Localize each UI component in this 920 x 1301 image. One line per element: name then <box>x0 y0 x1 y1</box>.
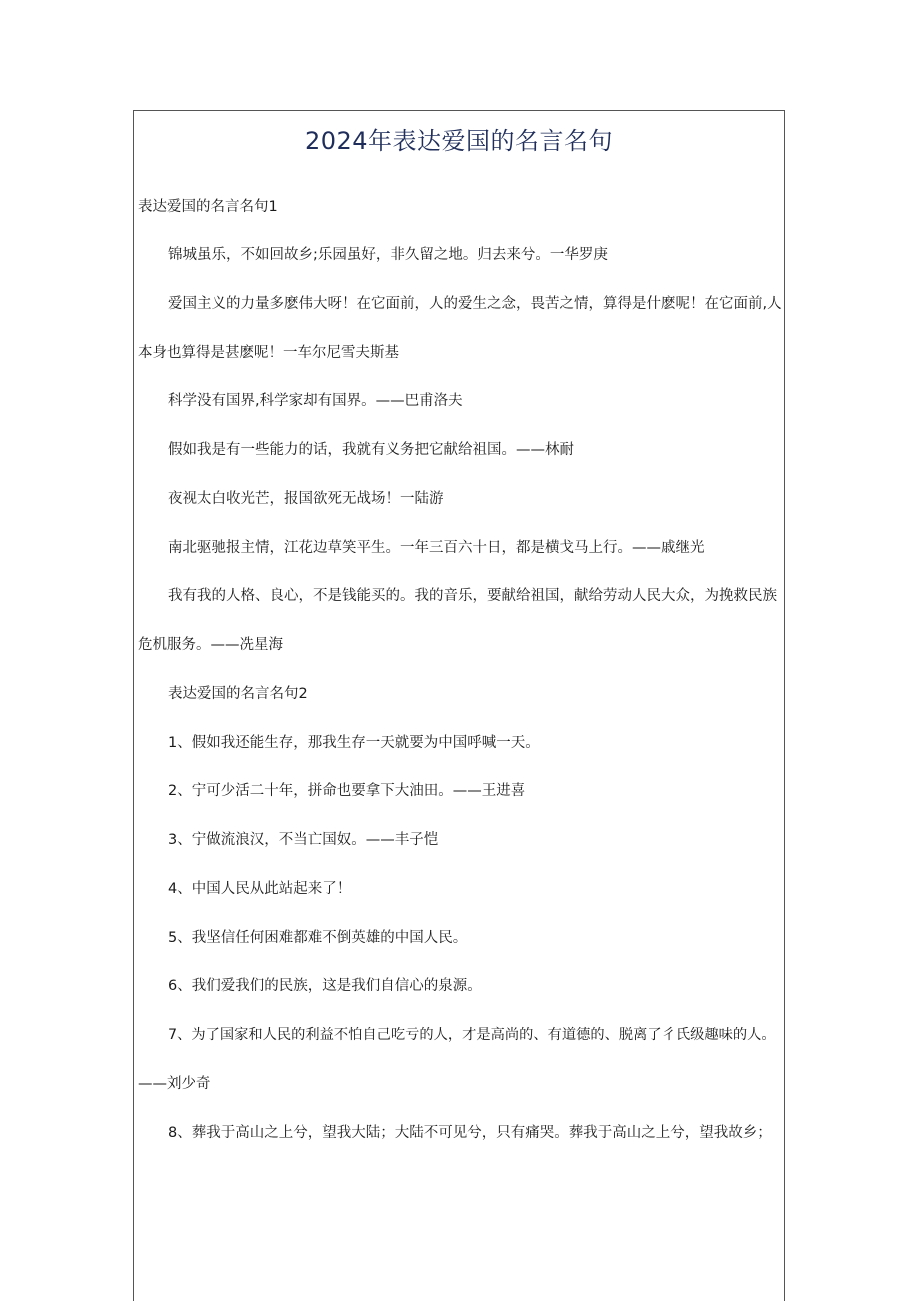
quote-line: 爱国主义的力量多麽伟大呀！在它面前，人的爱生之念，畏苦之情，算得是什麽呢！在它面前,人 <box>168 296 782 312</box>
list-item: 7、为了国家和人民的利益不怕自己吃亏的人，才是高尚的、有道德的、脱离了彳氏级趣味的人。 <box>168 1027 776 1043</box>
quote-line: 危机服务。——冼星海 <box>138 637 283 653</box>
list-item: 8、葬我于高山之上兮，望我大陆；大陆不可见兮，只有痛哭。葬我于高山之上兮，望我故乡； <box>168 1125 772 1141</box>
list-item: 1、假如我还能生存，那我生存一天就要为中国呼喊一天。 <box>168 735 540 751</box>
document-title: 2024年表达爱国的名言名句 <box>304 127 614 155</box>
list-item: ——刘少奇 <box>138 1076 211 1092</box>
quote-line: 科学没有国界,科学家却有国界。——巴甫洛夫 <box>168 393 463 409</box>
quote-line: 假如我是有一些能力的话，我就有义务把它献给祖国。——林耐 <box>168 442 574 458</box>
quote-line: 南北驱驰报主情，江花边草笑平生。一年三百六十日，都是横戈马上行。——戚继光 <box>168 540 705 556</box>
quote-line: 锦城虽乐，不如回故乡;乐园虽好，非久留之地。归去来兮。一华罗庚 <box>168 247 608 263</box>
list-item: 6、我们爱我们的民族，这是我们自信心的泉源。 <box>168 978 482 994</box>
list-item: 4、中国人民从此站起来了！ <box>168 881 352 897</box>
list-item: 2、宁可少活二十年，拼命也要拿下大油田。——王进喜 <box>168 783 526 799</box>
list-item: 5、我坚信任何困难都难不倒英雄的中国人民。 <box>168 930 468 946</box>
list-item: 3、宁做流浪汉，不当亡国奴。——丰子恺 <box>168 832 439 848</box>
section-heading-2: 表达爱国的名言名句2 <box>168 686 308 702</box>
section-heading-1: 表达爱国的名言名句1 <box>138 199 278 215</box>
quote-line: 夜视太白收光芒，报国欲死无战场！一陆游 <box>168 491 444 507</box>
quote-line: 本身也算得是甚麽呢！一车尔尼雪夫斯基 <box>138 345 399 361</box>
quote-line: 我有我的人格、良心，不是钱能买的。我的音乐，要献给祖国，献给劳动人民大众，为挽救民族 <box>168 588 777 604</box>
document-page <box>133 110 785 1301</box>
